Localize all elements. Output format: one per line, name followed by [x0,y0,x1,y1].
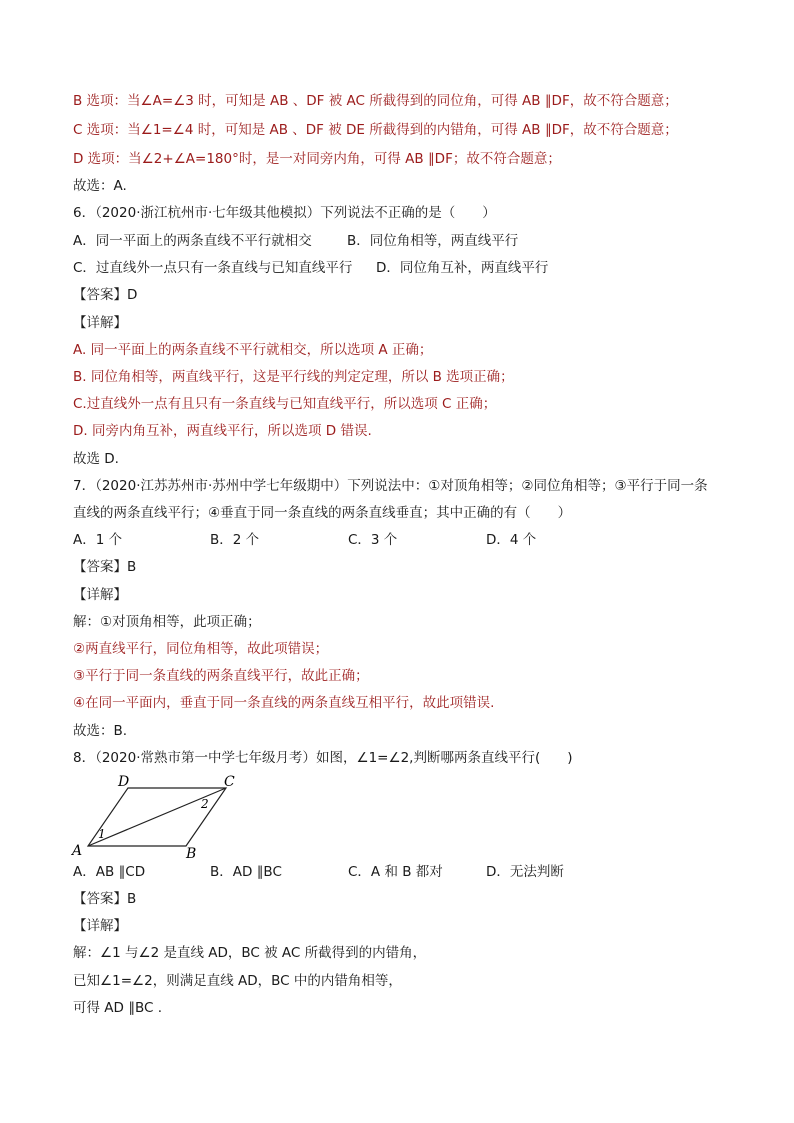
q7-option-a: A．1 个 [73,532,123,548]
q7-option-d: D．4 个 [486,532,537,548]
q8-answer: 【答案】B [73,891,137,907]
q7-conclusion: 故选：B. [73,723,128,739]
q8-option-c: C．A 和 B 都对 [348,864,443,880]
q6-answer: 【答案】D [73,287,138,303]
q8-option-d: D．无法判断 [486,864,564,880]
option-b-explanation: B 选项：当∠A=∠3 时，可知是 AB 、DF 被 AC 所截得到的同位角，可得 AB ∥DF，故不符合题意； [73,93,678,109]
question-7-stem-line1: 7．（2020·江苏苏州市·苏州中学七年级期中）下列说法中：①对顶角相等；②同位角相等；③平行于同一条 [73,478,708,494]
q6-option-b: B．同位角相等，两直线平行 [347,233,519,249]
q6-option-a: A．同一平面上的两条直线不平行就相交 [73,233,312,249]
q8-option-a: A．AB ∥CD [73,864,146,880]
conclusion-q5: 故选：A. [73,178,127,194]
q8-detail-heading: 【详解】 [73,918,127,934]
q7-detail-line: ④在同一平面内，垂直于同一条直线的两条直线互相平行，故此项错误. [73,695,495,711]
q7-detail-line: ②两直线平行，同位角相等，故此项错误； [73,641,329,657]
vertex-label-b: B [186,846,197,860]
q8-detail-line: 解：∠1 与∠2 是直线 AD，BC 被 AC 所截得到的内错角， [73,945,427,961]
q6-detail-line: B. 同位角相等，两直线平行，这是平行线的判定定理，所以 B 选项正确； [73,369,514,385]
q8-option-b: B．AD ∥BC [210,864,282,880]
q6-detail-line: C.过直线外一点有且只有一条直线与已知直线平行，所以选项 C 正确； [73,396,497,412]
q6-detail-line: A. 同一平面上的两条直线不平行就相交，所以选项 A 正确； [73,342,433,358]
q7-answer: 【答案】B [73,559,137,575]
q6-detail-heading: 【详解】 [73,315,127,331]
question-7-stem-line2: 直线的两条直线平行；④垂直于同一条直线的两条直线垂直；其中正确的有（ ） [73,505,572,521]
vertex-label-c: C [224,774,235,790]
q7-detail-line: 解：①对顶角相等，此项正确； [73,614,261,630]
q6-detail-line: D. 同旁内角互补，两直线平行，所以选项 D 错误. [73,423,372,439]
q8-detail-line: 已知∠1=∠2，则满足直线 AD，BC 中的内错角相等， [73,973,402,989]
question-8-stem: 8．（2020·常熟市第一中学七年级月考）如图，∠1=∠2,判断哪两条直线平行( ) [73,750,573,766]
option-d-explanation: D 选项：当∠2+∠A=180°时，是一对同旁内角，可得 AB ∥DF；故不符合题意； [73,151,561,167]
angle-label-2: 2 [201,797,209,811]
q6-option-d: D．同位角互补，两直线平行 [376,260,549,276]
q6-option-c: C．过直线外一点只有一条直线与已知直线平行 [73,260,353,276]
question-6-stem: 6．（2020·浙江杭州市·七年级其他模拟）下列说法不正确的是（ ） [73,205,496,221]
option-c-explanation: C 选项：当∠1=∠4 时，可知是 AB 、DF 被 DE 所截得到的内错角，可得 AB ∥DF，故不符合题意； [73,122,678,138]
q6-conclusion: 故选 D. [73,451,119,467]
parallelogram-figure [66,770,246,860]
vertex-label-a: A [72,843,83,859]
angle-label-1: 1 [98,827,106,841]
vertex-label-d: D [118,774,130,790]
q7-detail-heading: 【详解】 [73,587,127,603]
q7-option-c: C．3 个 [348,532,398,548]
q8-detail-line: 可得 AD ∥BC . [73,1000,162,1016]
q7-detail-line: ③平行于同一条直线的两条直线平行，故此正确； [73,668,369,684]
q7-option-b: B．2 个 [210,532,260,548]
